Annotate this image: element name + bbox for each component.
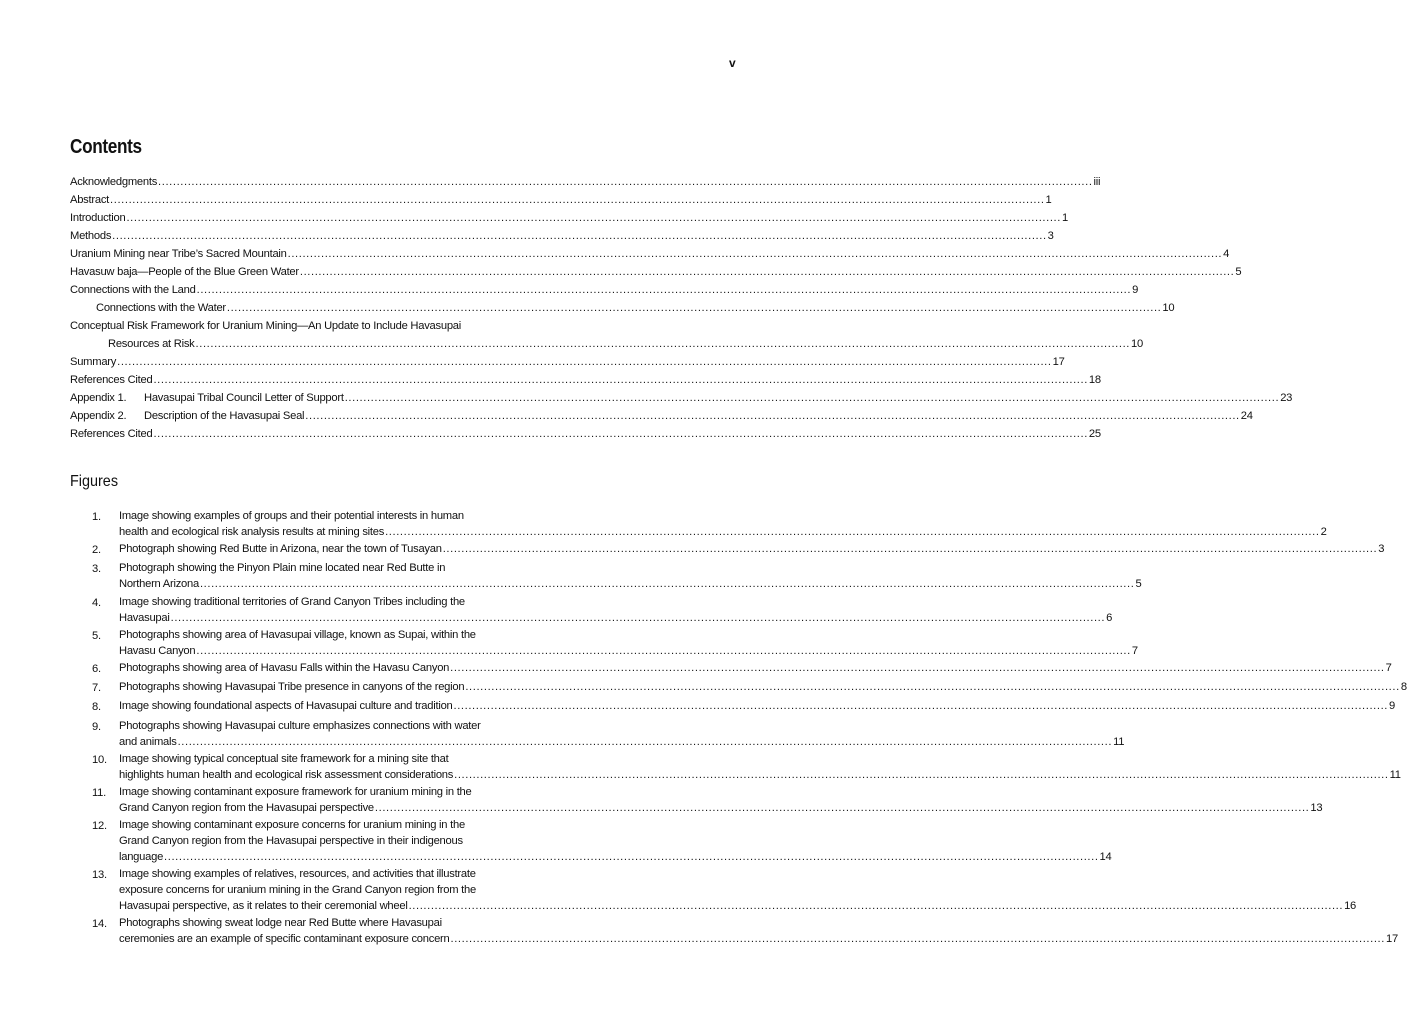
figure-caption-line: and animals [119, 735, 177, 748]
figure-caption-line: Image showing examples of groups and their potential interests in human [119, 510, 464, 522]
figure-page-number: 11 [1389, 768, 1401, 781]
figure-page-number: 5 [1135, 578, 1142, 591]
dot-leader [196, 643, 1130, 659]
figure-entry[interactable] [92, 594, 1113, 627]
figure-entry[interactable] [92, 817, 1112, 866]
figure-caption-line: Image showing contaminant exposure concerns for uranium mining in the [119, 819, 465, 832]
figure-caption-line: Photograph showing the Pinyon Plain mine located near Red Butte in [119, 562, 446, 575]
figure-caption [119, 541, 1385, 559]
figure-page-number: 2 [1320, 526, 1327, 538]
dot-leader [465, 679, 1399, 695]
figure-entry[interactable] [92, 560, 1142, 593]
figure-page-number: 16 [1344, 900, 1357, 913]
dot-leader [454, 767, 1388, 783]
figure-number: 11. [92, 786, 106, 799]
figure-caption-line: highlights human health and ecological risk assessment considerations [119, 768, 454, 781]
dot-leader [385, 524, 1319, 540]
figure-caption [119, 594, 1113, 626]
figure-number: 2. [92, 544, 101, 557]
figure-number: 5. [92, 629, 101, 642]
toc-entry-references-cited-appendix[interactable]: References Cited ..... 25 [70, 425, 567, 443]
figure-caption-line: Havasu Canyon [119, 644, 196, 657]
figure-number: 6. [92, 662, 101, 675]
figure-entry[interactable] [92, 627, 1138, 660]
figure-caption [119, 817, 1112, 865]
figure-page-number: 14 [1099, 851, 1112, 864]
figure-entry[interactable] [92, 679, 1407, 698]
figure-number: 8. [92, 701, 101, 714]
figure-entry[interactable] [92, 508, 1327, 541]
figure-caption [119, 915, 1398, 947]
figure-entry[interactable] [92, 718, 1125, 751]
figure-caption-line: Grand Canyon region from the Havasupai perspective [119, 801, 374, 814]
figure-caption [119, 866, 1357, 914]
appendix-label: Appendix 2. [70, 410, 127, 422]
dot-leader [409, 898, 1343, 914]
figure-entry[interactable] [92, 660, 1392, 679]
figure-number: 10. [92, 753, 107, 766]
figure-entry[interactable] [92, 866, 1357, 915]
figure-caption [119, 679, 1407, 697]
contents-list [70, 173, 1293, 443]
dot-leader [450, 660, 1384, 676]
toc-entry-connections-land[interactable]: Connections with the Land ..... 9 [70, 281, 567, 299]
figure-page-number: 8 [1400, 681, 1407, 694]
dot-leader [451, 931, 1385, 947]
dot-leader [200, 576, 1134, 592]
figure-page-number: 6 [1106, 611, 1113, 624]
toc-entry-havasuw-baja[interactable]: Havasuw baja—People of the Blue Green Water ..... 5 [70, 263, 567, 281]
figure-caption-line: Image showing traditional territories of Grand Canyon Tribes including the [119, 595, 465, 608]
toc-entry-appendix-2[interactable]: Appendix 2. Description of the Havasupai Seal ..... 24 [70, 407, 567, 425]
dot-leader [171, 610, 1105, 626]
figures-heading: Figures [70, 473, 119, 490]
dot-leader [178, 734, 1112, 750]
toc-entry-connections-water[interactable]: Connections with the Water ..... 10 [70, 299, 567, 317]
figure-caption [119, 627, 1138, 659]
figure-caption-line: exposure concerns for uranium mining in the Grand Canyon region from the [119, 884, 476, 897]
contents-heading: Contents [70, 136, 142, 158]
figure-number: 14. [92, 918, 107, 931]
figure-caption-line: Photographs showing area of Havasupai village, known as Supai, within the [119, 628, 476, 641]
figure-caption-line: Photographs showing sweat lodge near Red Butte where Havasupai [119, 917, 442, 930]
figure-number: 3. [92, 563, 101, 576]
figure-page-number: 9 [1389, 700, 1395, 713]
figure-caption-line: Photograph showing Red Butte in Arizona, near the town of Tusayan [119, 543, 442, 556]
figure-page-number: 7 [1385, 661, 1392, 674]
toc-entry-references-cited[interactable]: References Cited ..... 18 [70, 371, 567, 389]
figure-number: 12. [92, 820, 107, 833]
figure-caption-line: Grand Canyon region from the Havasupai perspective in their indigenous [119, 835, 463, 848]
figure-entry[interactable] [92, 915, 1398, 948]
figure-page-number: 3 [1378, 543, 1385, 556]
dot-leader [443, 541, 1377, 557]
figure-caption-line: Photographs showing Havasupai Tribe presence in canyons of the region [119, 681, 465, 694]
figure-entry[interactable] [92, 784, 1323, 817]
dot-leader [454, 698, 1388, 714]
toc-entry-summary[interactable]: Summary ..... 17 [70, 353, 567, 371]
toc-entry-abstract[interactable]: Abstract ..... 1 [70, 191, 567, 209]
figure-caption [119, 718, 1125, 750]
figure-number: 13. [92, 869, 107, 882]
dot-leader [375, 800, 1309, 816]
toc-entry-acknowledgments[interactable]: Acknowledgments ..... iii [70, 173, 567, 191]
appendix-label: Appendix 1. [70, 392, 127, 404]
figure-caption-line: Photographs showing area of Havasu Falls within the Havasu Canyon [119, 661, 450, 674]
figure-caption-line: ceremonies are an example of specific contaminant exposure concern [119, 933, 450, 946]
figure-number: 1. [92, 511, 101, 523]
figure-caption [119, 660, 1392, 678]
figure-caption-line: Image showing typical conceptual site framework for a mining site that [119, 752, 449, 765]
toc-entry-uranium-mining[interactable]: Uranium Mining near Tribe’s Sacred Mountain ..... 4 [70, 245, 567, 263]
figure-caption [119, 784, 1323, 816]
toc-entry-methods[interactable]: Methods ..... 3 [70, 227, 567, 245]
figure-caption [119, 508, 1327, 540]
figure-number: 7. [92, 682, 101, 695]
figure-entry[interactable] [92, 698, 1395, 717]
figure-entry[interactable] [92, 751, 1401, 784]
figure-page-number: 13 [1310, 801, 1323, 814]
toc-entry-appendix-1[interactable]: Appendix 1. Havasupai Tribal Council Letter of Support ..... 23 [70, 389, 567, 407]
figure-caption-line: Northern Arizona [119, 578, 199, 591]
figure-caption-line: Image showing contaminant exposure framework for uranium mining in the [119, 785, 472, 798]
dot-leader [164, 849, 1098, 865]
figure-number: 9. [92, 720, 101, 733]
figure-caption-line: language [119, 851, 164, 864]
figure-caption-line: Photographs showing Havasupai culture emphasizes connections with water [119, 719, 481, 732]
figures-list [92, 508, 1407, 949]
figure-page-number: 11 [1113, 735, 1125, 748]
figure-entry[interactable] [92, 541, 1385, 560]
figure-caption [119, 698, 1395, 716]
figure-caption [119, 560, 1142, 592]
figure-caption-line: Image showing examples of relatives, resources, and activities that illustrate [119, 868, 476, 881]
figure-caption-line: health and ecological risk analysis results at mining sites [119, 526, 385, 538]
figure-caption-line: Havasupai [119, 611, 170, 624]
page-number: v [729, 56, 736, 70]
figure-number: 4. [92, 596, 101, 609]
figure-page-number: 7 [1131, 644, 1138, 657]
figure-caption [119, 751, 1401, 783]
figure-caption-line: Image showing foundational aspects of Havasupai culture and tradition [119, 700, 453, 713]
figure-caption-line: Havasupai perspective, as it relates to their ceremonial wheel [119, 900, 408, 913]
figure-page-number: 17 [1385, 933, 1398, 946]
toc-entry-conceptual-risk-framework[interactable]: Conceptual Risk Framework for Uranium Mining—An Update to Include Havasupai Resources at Risk ..... 10 [70, 317, 567, 353]
toc-entry-introduction[interactable]: Introduction ..... 1 [70, 209, 567, 227]
